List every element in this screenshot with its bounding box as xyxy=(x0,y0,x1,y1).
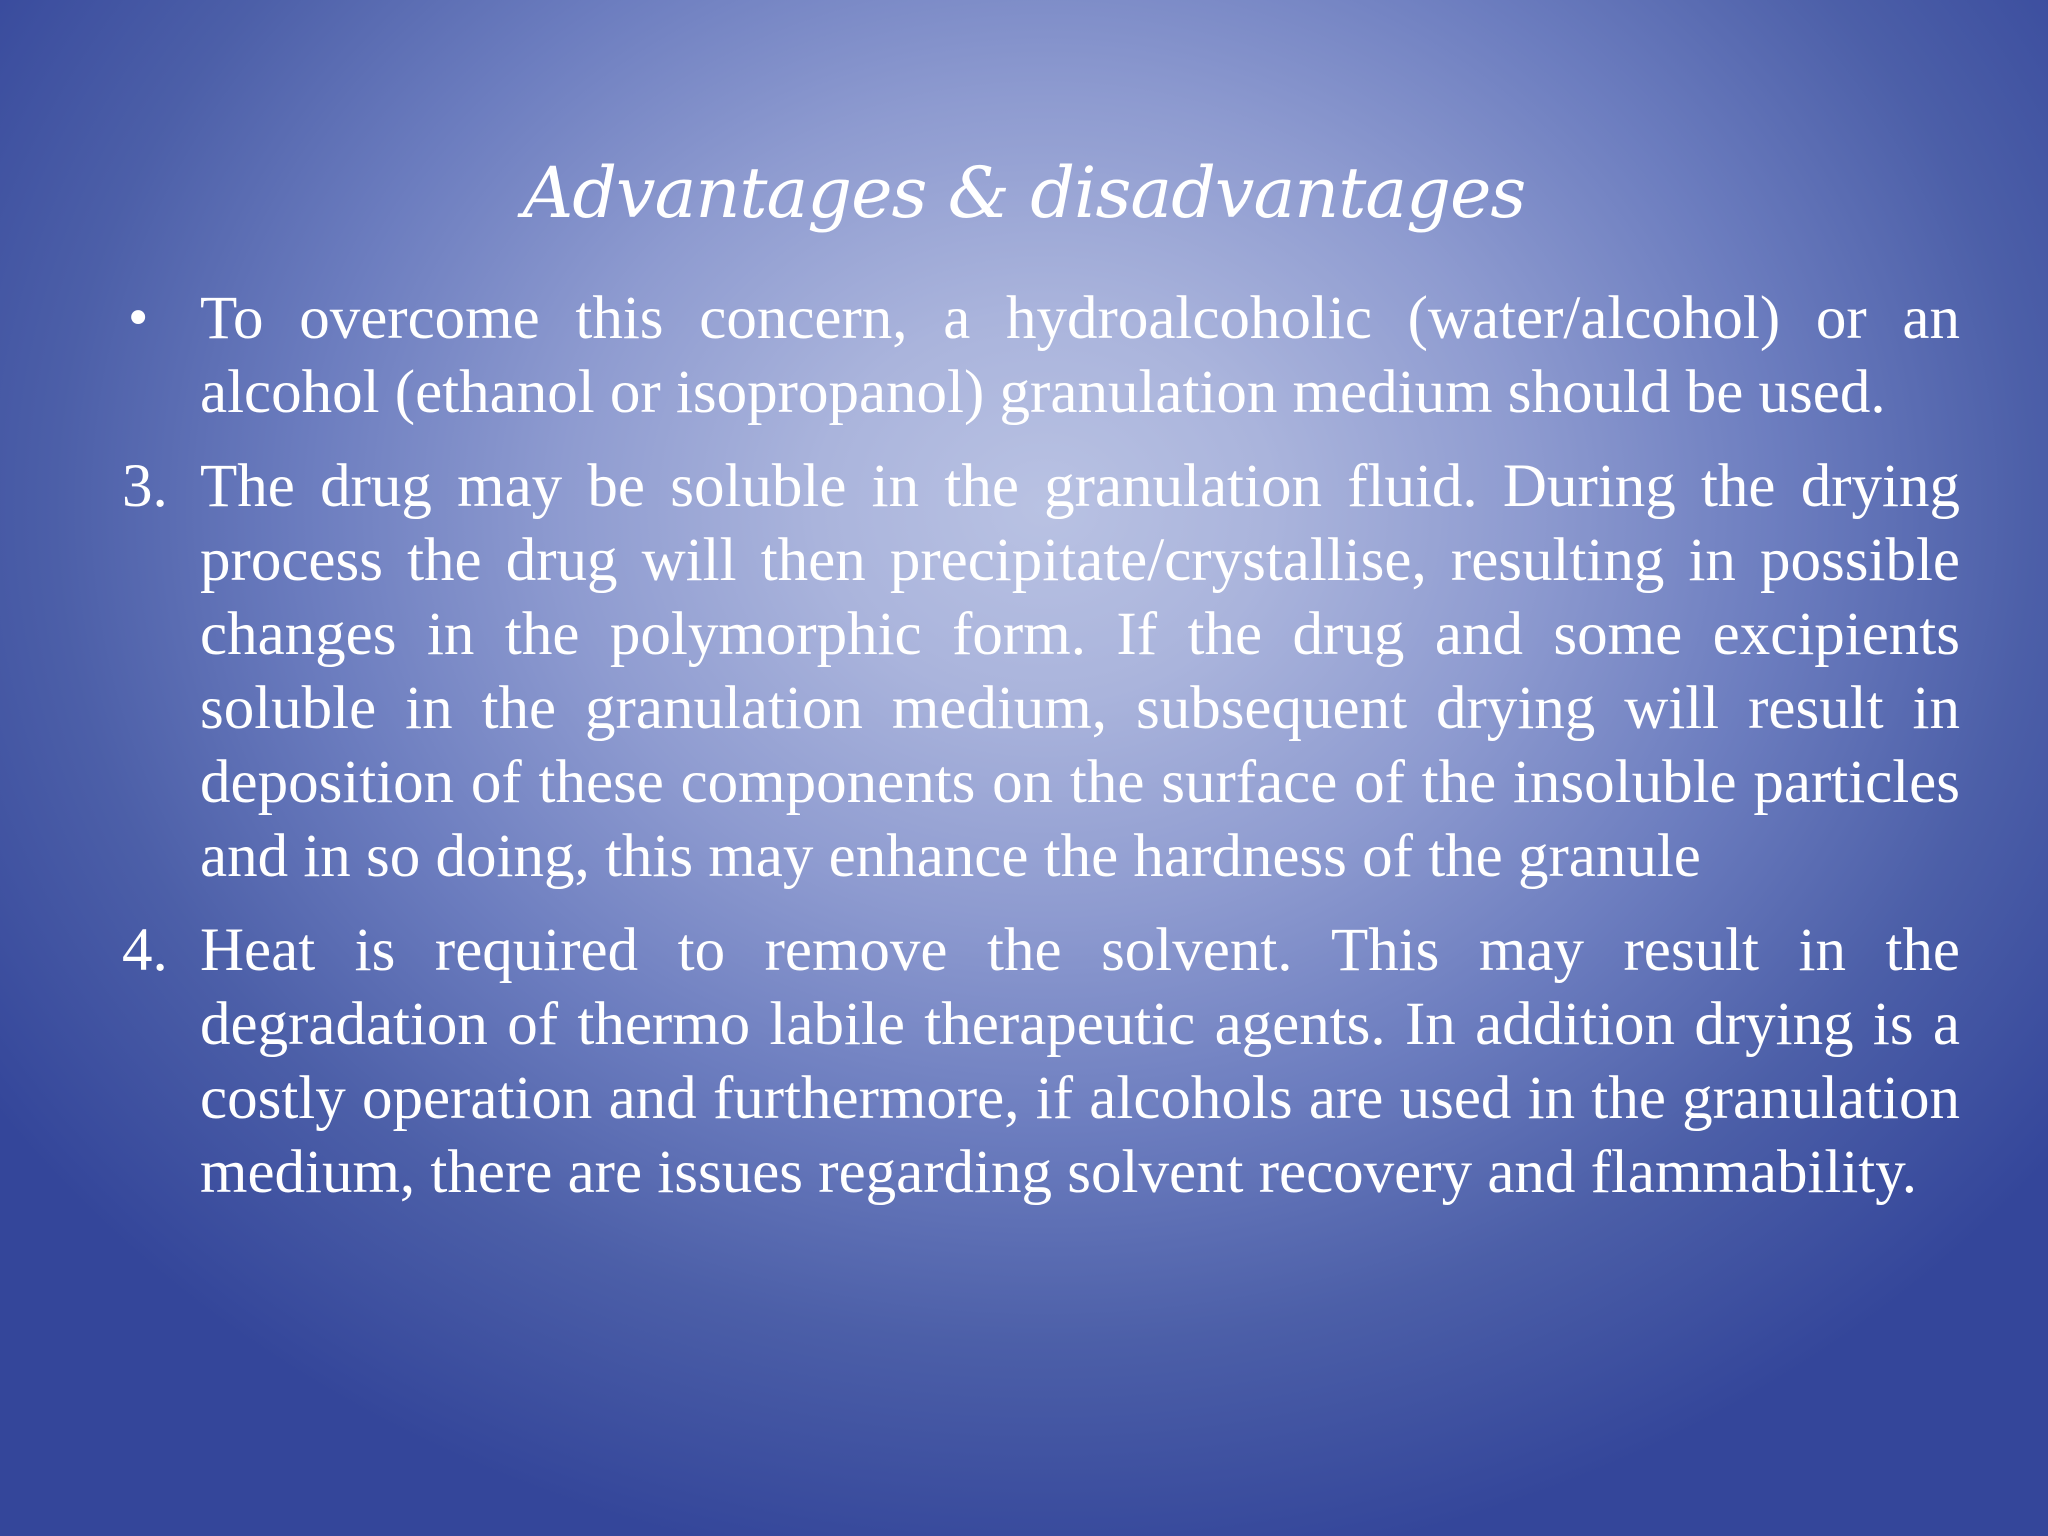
slide-title: Advantages & disadvantages xyxy=(522,152,1526,234)
list-number: 3. xyxy=(122,453,168,520)
list-item-3 xyxy=(118,450,1960,894)
bullet-marker: • xyxy=(124,291,153,347)
list-item-text: To overcome this concern, a hydroalcoholic (water/alcohol) or an alcohol (ethanol or isopropanol) granulation medium should be used. xyxy=(200,285,1960,426)
list-item-text: The drug may be soluble in the granulation fluid. During the drying process the drug will then precipitate/crystallise, resulting in possible changes in the polymorphic form. If the drug and some excipients soluble in the granulation medium, subsequent drying will result in deposition of these components on the surface of the insoluble particles and in so doing, this may enhance the hardness of the granule xyxy=(200,453,1960,890)
list-item-text: Heat is required to remove the solvent. This may result in the degradation of thermo labile therapeutic agents. In addition drying is a costly operation and furthermore, if alcohols are used in the granulation medium, there are issues regarding solvent recovery and flammability. xyxy=(200,917,1960,1206)
list-item-4 xyxy=(118,914,1960,1210)
list-item-bullet xyxy=(118,282,1960,430)
slide-body xyxy=(118,282,1960,1210)
list-number: 4. xyxy=(122,917,168,984)
